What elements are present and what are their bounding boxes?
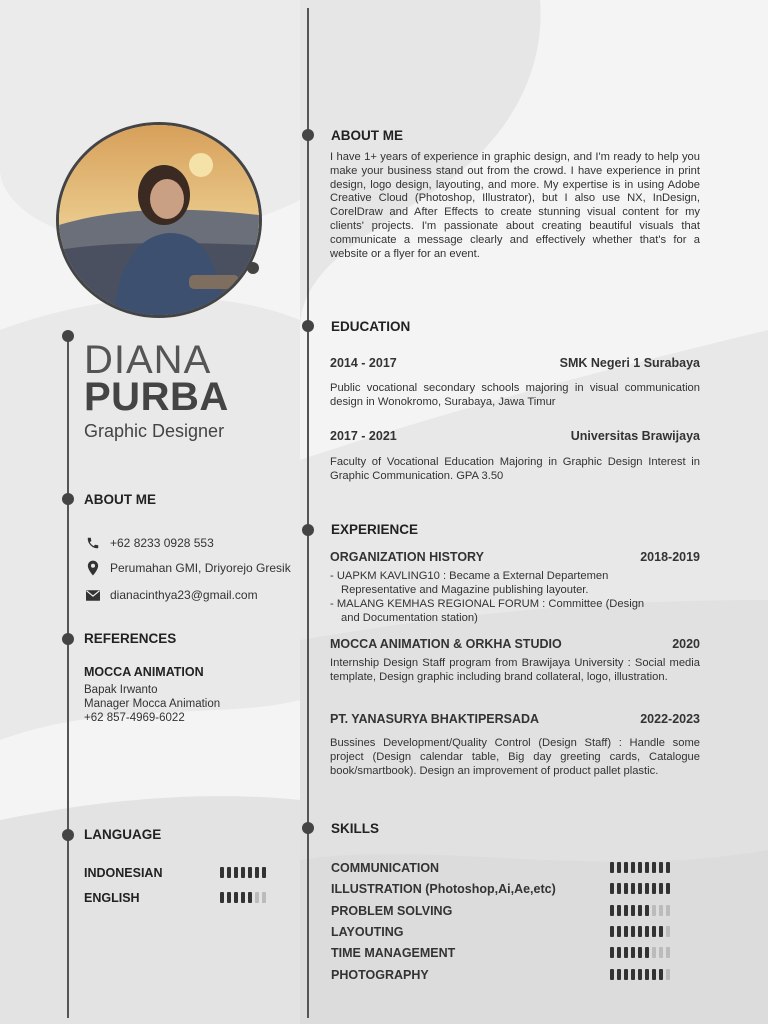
address-text: Perumahan GMI, Driyorejo Gresik: [110, 561, 291, 575]
level-bar: [666, 883, 670, 894]
experience-years: 2022-2023: [640, 712, 700, 726]
level-bar: [220, 892, 224, 903]
experience-row: [330, 712, 700, 726]
phone-icon: [84, 535, 102, 551]
education-years: 2014 - 2017: [330, 356, 397, 370]
skill-name: TIME MANAGEMENT: [331, 946, 456, 960]
experience-bullet: - MALANG KEMHAS REGIONAL FORUM : Committee (Design: [330, 598, 645, 610]
level-bar: [624, 862, 628, 873]
phone-row: [84, 535, 214, 551]
experience-years: 2020: [672, 637, 700, 651]
level-bar: [652, 926, 656, 937]
level-bar: [234, 892, 238, 903]
language-heading: LANGUAGE: [84, 827, 162, 842]
level-bar: [248, 867, 252, 878]
level-bar: [631, 926, 635, 937]
level-bar: [610, 905, 614, 916]
language-name: ENGLISH: [84, 891, 140, 905]
reference-title: Manager Mocca Animation: [84, 698, 221, 710]
level-bar: [652, 947, 656, 958]
level-bar: [631, 883, 635, 894]
skill-level-bars: [610, 883, 670, 894]
skill-name: COMMUNICATION: [331, 861, 440, 875]
level-bar: [624, 926, 628, 937]
level-bar: [610, 947, 614, 958]
level-bar: [666, 905, 670, 916]
profile-photo: [56, 122, 262, 318]
mail-icon: [84, 587, 102, 603]
level-bar: [610, 926, 614, 937]
level-bar: [624, 947, 628, 958]
level-bar: [666, 862, 670, 873]
level-bar: [227, 867, 231, 878]
experience-title: PT. YANASURYA BHAKTIPERSADA: [330, 712, 540, 726]
level-bar: [645, 947, 649, 958]
level-bar: [610, 862, 614, 873]
contact-heading: ABOUT ME: [84, 492, 156, 507]
level-bar: [255, 867, 259, 878]
level-bar: [631, 905, 635, 916]
level-bar: [241, 892, 245, 903]
level-bar: [631, 969, 635, 980]
level-bar: [652, 905, 656, 916]
level-bar: [638, 905, 642, 916]
name-dot: [62, 330, 74, 342]
photo-dot: [247, 262, 259, 274]
skills-heading: SKILLS: [331, 821, 380, 836]
skill-level-bars: [610, 862, 670, 873]
skill-level-bars: [610, 926, 670, 937]
skill-level-bars: [610, 947, 670, 958]
level-bar: [659, 905, 663, 916]
experience-years: 2018-2019: [640, 550, 700, 564]
level-bar: [631, 862, 635, 873]
level-bar: [624, 969, 628, 980]
experience-description: Internship Design Staff program from Brawijaya University : Social media template, Design graphic including brand collateral, logo, illustration.: [330, 657, 700, 683]
language-level-bars: [220, 867, 266, 878]
level-bar: [659, 947, 663, 958]
experience-row: [330, 550, 700, 564]
experience-bullet-cont: and Documentation station): [341, 612, 478, 624]
about-dot: [302, 129, 314, 141]
experience-bullet: - UAPKM KAVLING10 : Became a External Departemen: [330, 570, 609, 582]
level-bar: [617, 862, 621, 873]
experience-description: Bussines Development/Quality Control (Design Staff) : Handle some project (Design calendar table, Big day greeting cards, Catalogue book/smartbook). Design an improvement of product pallet plastic.: [330, 737, 700, 777]
level-bar: [659, 883, 663, 894]
language-name: INDONESIAN: [84, 866, 163, 880]
experience-title: ORGANIZATION HISTORY: [330, 550, 484, 564]
level-bar: [638, 926, 642, 937]
level-bar: [645, 862, 649, 873]
level-bar: [659, 969, 663, 980]
email-address[interactable]: dianacinthya23@gmail.com: [110, 588, 258, 602]
skills-dot: [302, 822, 314, 834]
level-bar: [262, 892, 266, 903]
skill-name: LAYOUTING: [331, 925, 404, 939]
education-row: [330, 356, 700, 370]
level-bar: [659, 862, 663, 873]
experience-row: [330, 637, 700, 651]
education-school: Universitas Brawijaya: [570, 429, 700, 443]
email-row: [84, 587, 258, 603]
experience-bullet-cont: Representative and Magazine publishing layouter.: [341, 584, 589, 596]
level-bar: [652, 883, 656, 894]
level-bar: [624, 883, 628, 894]
left-timeline-line: [67, 336, 69, 1018]
level-bar: [248, 892, 252, 903]
job-title: Graphic Designer: [84, 421, 225, 441]
level-bar: [610, 883, 614, 894]
skill-name: PHOTOGRAPHY: [331, 968, 429, 982]
education-description: Faculty of Vocational Education Majoring in Graphic Design Interest in Graphic Communication. GPA 3.50: [330, 456, 700, 482]
level-bar: [645, 926, 649, 937]
education-years: 2017 - 2021: [330, 429, 397, 443]
level-bar: [652, 969, 656, 980]
level-bar: [617, 926, 621, 937]
experience-heading: EXPERIENCE: [331, 522, 419, 537]
level-bar: [241, 867, 245, 878]
location-pin-icon: [84, 560, 102, 576]
language-dot: [62, 829, 74, 841]
level-bar: [220, 867, 224, 878]
education-heading: EDUCATION: [331, 319, 411, 334]
level-bar: [255, 892, 259, 903]
education-description: Public vocational secondary schools majoring in visual communication design in Wonokromo, Surabaya, Jawa Timur: [330, 382, 700, 408]
education-dot: [302, 320, 314, 332]
phone-number: +62 8233 0928 553: [110, 536, 214, 550]
education-school: SMK Negeri 1 Surabaya: [559, 356, 700, 370]
level-bar: [624, 905, 628, 916]
level-bar: [610, 969, 614, 980]
level-bar: [638, 883, 642, 894]
level-bar: [638, 862, 642, 873]
references-heading: REFERENCES: [84, 631, 177, 646]
level-bar: [666, 969, 670, 980]
reference-company: MOCCA ANIMATION: [84, 665, 204, 679]
level-bar: [666, 947, 670, 958]
skill-level-bars: [610, 905, 670, 916]
skill-level-bars: [610, 969, 670, 980]
language-level-bars: [220, 892, 266, 903]
level-bar: [617, 969, 621, 980]
experience-title: MOCCA ANIMATION & ORKHA STUDIO: [330, 637, 562, 651]
experience-dot: [302, 524, 314, 536]
center-timeline-line: [307, 8, 309, 1018]
skill-name: PROBLEM SOLVING: [331, 904, 453, 918]
level-bar: [234, 867, 238, 878]
reference-phone: +62 857-4969-6022: [84, 712, 185, 724]
last-name: PURBA: [84, 375, 229, 419]
level-bar: [645, 883, 649, 894]
level-bar: [645, 969, 649, 980]
level-bar: [666, 926, 670, 937]
level-bar: [631, 947, 635, 958]
contact-dot: [62, 493, 74, 505]
about-text: I have 1+ years of experience in graphic design, and I'm ready to help you make your business stand out from the crowd. I have experience in print design, logo design, layouting, and more. My expertise is in using Adobe Creative Cloud (Photoshop, Illustrator), but I also use NX, InDesign, CorelDraw and After Effects to create stunning visual content for my clients' projects. I'm passionate about creating beautiful visuals that communicate a message clearly and effectively whether that's for a website or a flyer for an event.: [330, 151, 700, 260]
level-bar: [638, 947, 642, 958]
level-bar: [659, 926, 663, 937]
level-bar: [617, 905, 621, 916]
level-bar: [652, 862, 656, 873]
references-dot: [62, 633, 74, 645]
level-bar: [262, 867, 266, 878]
level-bar: [645, 905, 649, 916]
level-bar: [227, 892, 231, 903]
level-bar: [617, 883, 621, 894]
about-heading: ABOUT ME: [331, 128, 403, 143]
first-name: DIANA: [84, 338, 212, 382]
skill-name: ILLUSTRATION (Photoshop,Ai,Ae,etc): [331, 882, 556, 896]
education-row: [330, 429, 700, 443]
address-row: [84, 560, 291, 576]
reference-name: Bapak Irwanto: [84, 684, 158, 696]
level-bar: [638, 969, 642, 980]
level-bar: [617, 947, 621, 958]
